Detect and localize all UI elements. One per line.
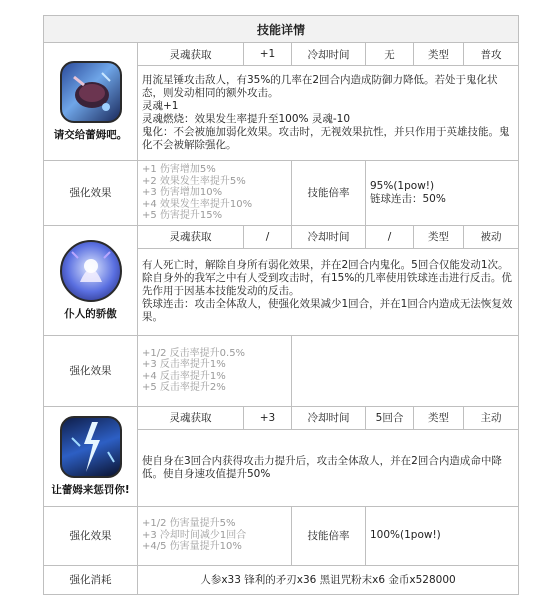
skill-1-type: 普攻 xyxy=(464,43,519,66)
skill-2-type: 被动 xyxy=(464,225,519,248)
skill-1-description: 用流星锤攻击敌人，有35%的几率在2回合内造成防御力降低。若处于鬼化状态，则发动相同的额外攻击。 灵魂+1 灵魂燃烧：效果发生率提升至100% 灵魂-10 鬼化：不会被施加弱化效果。攻击时，无视效果抗性，并只作用于英雄技能。鬼化不会被解除强化。 xyxy=(138,66,519,161)
enhance-cost-value: 人参x33 锋利的矛刃x36 黑诅咒粉末x6 金币x528000 xyxy=(138,565,519,594)
skill-multiplier-label: 技能倍率 xyxy=(292,506,366,565)
meteor-hammer-icon xyxy=(60,61,122,123)
skill-1-cooldown: 无 xyxy=(366,43,414,66)
servant-pride-icon xyxy=(60,240,122,302)
enhance-effect-label: 强化效果 xyxy=(44,335,138,406)
skill-3-multiplier: 100%(1pow!) xyxy=(366,506,519,565)
skill-1-multiplier: 95%(1pow!) 链球连击：50% xyxy=(366,161,519,226)
soul-gain-label: 灵魂获取 xyxy=(138,225,244,248)
skill-2-name: 仆人的骄傲 xyxy=(64,307,117,320)
cooldown-label: 冷却时间 xyxy=(292,406,366,429)
cooldown-label: 冷却时间 xyxy=(292,225,366,248)
skill-details-panel xyxy=(43,15,518,595)
skill-3-type: 主动 xyxy=(464,406,519,429)
skill-3-enhance-list: +1/2 伤害量提升5% +3 冷却时间减少1回合 +4/5 伤害量提升10% xyxy=(138,506,292,565)
skill-3-soul: +3 xyxy=(244,406,292,429)
skill-2-empty xyxy=(292,335,519,406)
skill-2-enhance-list: +1/2 反击率提升0.5% +3 反击率提升1% +4 反击率提升1% +5 反击率提升2% xyxy=(138,335,292,406)
skill-3-cooldown: 5回合 xyxy=(366,406,414,429)
skill-2-cooldown: / xyxy=(366,225,414,248)
enhance-cost-label: 强化消耗 xyxy=(44,565,138,594)
soul-gain-label: 灵魂获取 xyxy=(138,406,244,429)
enhance-effect-label: 强化效果 xyxy=(44,161,138,226)
skill-multiplier-label: 技能倍率 xyxy=(292,161,366,226)
skill-2-cell xyxy=(44,225,138,335)
skill-3-description: 使自身在3回合内获得攻击力提升后，攻击全体敌人，并在2回合内造成命中降低。使自身速攻值提升50% xyxy=(138,429,519,506)
type-label: 类型 xyxy=(414,43,464,66)
enhance-effect-label: 强化效果 xyxy=(44,506,138,565)
skill-2-soul: / xyxy=(244,225,292,248)
skill-3-cell xyxy=(44,406,138,506)
skill-details-table xyxy=(43,15,519,595)
lightning-punish-icon xyxy=(60,416,122,478)
skill-3-name: 让蕾姆来惩罚你! xyxy=(51,483,130,496)
skill-1-name: 请交给蕾姆吧。 xyxy=(53,129,128,141)
page-title: 技能详情 xyxy=(44,16,519,43)
type-label: 类型 xyxy=(414,406,464,429)
soul-gain-label: 灵魂获取 xyxy=(138,43,244,66)
cooldown-label: 冷却时间 xyxy=(292,43,366,66)
type-label: 类型 xyxy=(414,225,464,248)
skill-1-soul: +1 xyxy=(244,43,292,66)
skill-2-description: 有人死亡时，解除自身所有弱化效果，并在2回合内鬼化。5回合仅能发动1次。除自身外的我军之中有人受到攻击时，有15%的几率使用铁球连击进行反击。优先作用于因基本技能发动的反击。 铁球连击：攻击全体敌人，使强化效果减少1回合，并在1回合内造成无法恢复效果。 xyxy=(138,248,519,335)
skill-1-cell xyxy=(44,43,138,161)
skill-1-enhance-list: +1 伤害增加5% +2 效果发生率提升5% +3 伤害增加10% +4 效果发生率提升10% +5 伤害提升15% xyxy=(138,161,292,226)
